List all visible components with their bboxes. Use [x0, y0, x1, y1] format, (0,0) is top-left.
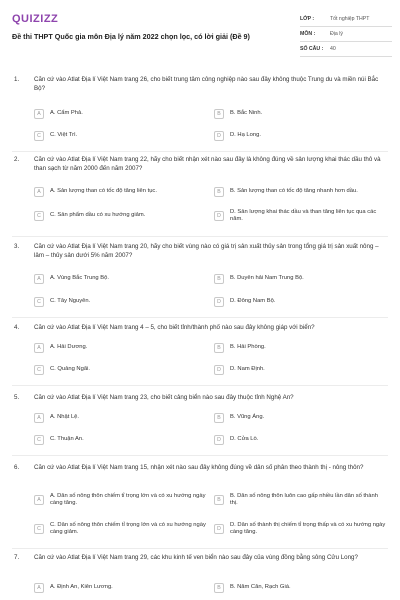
question-5 — [0, 394, 400, 464]
option-text: B. Bắc Ninh. — [230, 109, 263, 116]
option-d[interactable] — [214, 294, 386, 309]
document-meta — [300, 12, 392, 57]
option-b[interactable] — [214, 490, 386, 510]
option-letter-box: A — [34, 413, 44, 423]
option-a[interactable] — [34, 184, 206, 199]
option-letter-box: D — [214, 435, 224, 445]
option-text: A. Dân số nông thôn chiếm tỉ trọng lớn và có xu hướng ngày càng tăng. — [50, 492, 206, 506]
option-letter-box: D — [214, 211, 224, 221]
option-c[interactable] — [34, 294, 206, 309]
option-text: A. Sản lượng than có tốc độ tăng liên tục. — [50, 187, 157, 194]
option-c[interactable] — [34, 128, 206, 143]
option-d[interactable] — [214, 519, 386, 539]
option-text: A. Cẩm Phả. — [50, 109, 83, 116]
option-letter-box: C — [34, 524, 44, 534]
option-b[interactable] — [214, 271, 386, 286]
option-a[interactable] — [34, 106, 206, 121]
option-letter-box: A — [34, 187, 44, 197]
question-number: 4. — [14, 324, 20, 331]
option-letter-box: A — [34, 495, 44, 505]
option-a[interactable] — [34, 580, 206, 595]
option-letter-box: C — [34, 365, 44, 375]
option-d[interactable] — [214, 206, 386, 226]
option-text: A. Vùng Bắc Trung Bộ. — [50, 274, 109, 281]
question-number: 2. — [14, 156, 20, 163]
option-d[interactable] — [214, 362, 386, 377]
option-letter-box: B — [214, 583, 224, 593]
option-a[interactable] — [34, 340, 206, 355]
option-letter-box: D — [214, 524, 224, 534]
question-number: 6. — [14, 464, 20, 471]
question-text: Căn cứ vào Atlat Địa lí Việt Nam trang 20, hãy cho biết vùng nào có giá trị sản xuất thủy sản trong tổng giá trị sản xuất nông – lâm – thủy sản dưới 5% năm 2007? — [34, 243, 379, 259]
option-letter-box: B — [214, 274, 224, 284]
option-letter-box: C — [34, 131, 44, 141]
option-letter-box: D — [214, 131, 224, 141]
question-1 — [0, 76, 400, 156]
option-letter-box: B — [214, 187, 224, 197]
option-a[interactable] — [34, 410, 206, 425]
meta-label: LỚP : — [300, 16, 315, 22]
document-header — [0, 0, 400, 62]
option-b[interactable] — [214, 184, 386, 199]
option-letter-box: A — [34, 343, 44, 353]
meta-row-subject — [300, 27, 392, 42]
divider — [12, 548, 388, 549]
option-a[interactable] — [34, 271, 206, 286]
option-text: D. Cửa Lò. — [230, 435, 259, 442]
option-letter-box: B — [214, 343, 224, 353]
option-text: A. Nhật Lệ. — [50, 413, 80, 420]
question-text: Căn cứ vào Atlat Địa lí Việt Nam trang 4 – 5, cho biết tỉnh/thành phố nào sau đây không giáp với biển? — [34, 324, 315, 331]
option-text: C. Quảng Ngãi. — [50, 365, 90, 372]
meta-value: 40 — [330, 46, 336, 52]
option-letter-box: C — [34, 435, 44, 445]
option-text: C. Sản phẩm dầu có xu hướng giảm. — [50, 212, 146, 219]
option-letter-box: B — [214, 495, 224, 505]
option-letter-box: A — [34, 109, 44, 119]
question-6 — [0, 464, 400, 554]
question-text: Căn cứ vào Atlat Địa lí Việt Nam trang 23, cho biết cảng biển nào sau đây thuộc tỉnh Nghệ An? — [34, 394, 294, 401]
question-number: 7. — [14, 554, 20, 561]
option-text: D. Sản lượng khai thác dầu và than tăng liên tục qua các năm. — [230, 208, 377, 222]
question-3 — [0, 243, 400, 324]
meta-row-class — [300, 12, 392, 27]
option-text: B. Năm Căn, Rạch Giá. — [230, 583, 291, 590]
option-d[interactable] — [214, 432, 386, 447]
option-letter-box: B — [214, 109, 224, 119]
question-text: Căn cứ vào Atlat Địa lí Việt Nam trang 26, cho biết trung tâm công nghiệp nào sau đây không thuộc Trung du và miền núi Bắc Bộ? — [34, 76, 379, 92]
question-number: 1. — [14, 76, 20, 83]
meta-label: SỐ CÂU : — [300, 46, 324, 52]
option-text: D. Hạ Long. — [230, 131, 261, 138]
meta-row-count — [300, 42, 392, 57]
option-b[interactable] — [214, 410, 386, 425]
divider — [12, 317, 388, 318]
divider — [12, 236, 388, 237]
quizizz-logo: QUIZIZZ — [12, 13, 59, 25]
option-a[interactable] — [34, 490, 206, 510]
option-c[interactable] — [34, 362, 206, 377]
question-number: 3. — [14, 243, 20, 250]
option-text: A. Hải Dương. — [50, 343, 88, 350]
option-text: D. Dân số thành thị chiếm tỉ trọng thấp và có xu hướng ngày càng tăng. — [230, 521, 386, 535]
option-b[interactable] — [214, 340, 386, 355]
question-number: 5. — [14, 394, 20, 401]
option-text: D. Đông Nam Bộ. — [230, 297, 276, 304]
question-7 — [0, 554, 400, 600]
option-letter-box: C — [34, 211, 44, 221]
option-text: C. Thuận An. — [50, 435, 84, 442]
option-letter-box: B — [214, 413, 224, 423]
option-text: D. Nam Định. — [230, 365, 265, 372]
option-text: B. Dân số nông thôn luôn cao gấp nhiều lần dân số thành thị. — [230, 492, 378, 506]
option-letter-box: A — [34, 274, 44, 284]
option-text: C. Tây Nguyên. — [50, 297, 91, 304]
option-text: C. Việt Trì. — [50, 131, 78, 138]
option-text: C. Dân số nông thôn chiếm tỉ trọng lớn và có xu hướng ngày càng giảm. — [50, 521, 206, 535]
question-text: Căn cứ vào Atlat Địa lí Việt Nam trang 22, hãy cho biết nhận xét nào sau đây là không đúng về sản lượng khai thác dầu thô và than sạch từ năm 2000 đến năm 2007? — [34, 156, 381, 172]
divider — [12, 385, 388, 386]
option-letter-box: D — [214, 297, 224, 307]
option-c[interactable] — [34, 519, 206, 539]
question-list — [0, 76, 400, 600]
option-text: B. Vũng Áng. — [230, 413, 265, 420]
question-4 — [0, 324, 400, 394]
option-b[interactable] — [214, 106, 386, 121]
meta-value: Tốt nghiệp THPT — [330, 16, 370, 22]
option-letter-box: C — [34, 297, 44, 307]
option-b[interactable] — [214, 580, 386, 595]
divider — [12, 455, 388, 456]
meta-label: MÔN : — [300, 31, 316, 37]
question-text: Căn cứ vào Atlat Địa lí Việt Nam trang 15, nhận xét nào sau đây không đúng về dân số phân theo thành thị - nông thôn? — [34, 464, 364, 471]
option-c[interactable] — [34, 432, 206, 447]
divider — [12, 151, 388, 152]
meta-value: Địa lý — [330, 31, 343, 37]
option-text: B. Sản lượng than có tốc độ tăng nhanh hơn dầu. — [230, 187, 358, 194]
option-text: B. Duyên hải Nam Trung Bộ. — [230, 274, 304, 281]
option-letter-box: A — [34, 583, 44, 593]
question-text: Căn cứ vào Atlat Địa lí Việt Nam trang 29, các khu kinh tế ven biển nào sau đây của vùng đồng bằng sông Cửu Long? — [34, 554, 358, 561]
option-c[interactable] — [34, 206, 206, 226]
option-letter-box: D — [214, 365, 224, 375]
question-2 — [0, 156, 400, 243]
option-text: A. Định An, Kiên Lương. — [50, 583, 113, 590]
option-d[interactable] — [214, 128, 386, 143]
option-text: B. Hải Phòng. — [230, 343, 266, 350]
document-title: Đề thi THPT Quốc gia môn Địa lý năm 2022 chọn lọc, có lời giải (Đề 9) — [12, 32, 250, 41]
